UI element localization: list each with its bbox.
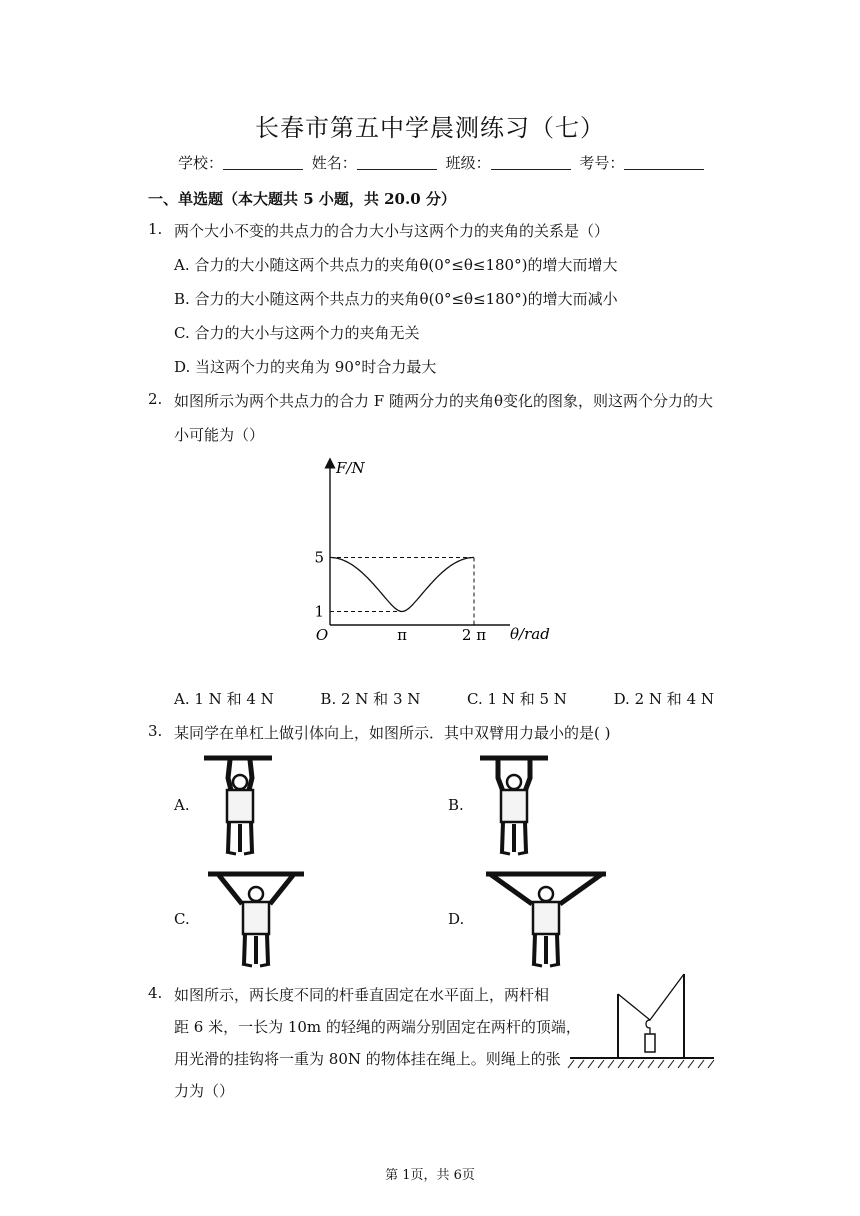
x-tick-label-pi: π — [397, 626, 407, 644]
q1-option-a: A. 合力的大小随这两个共点力的夹角θ(0°≤θ≤180°)的增大而增大 — [174, 256, 618, 274]
series-line — [330, 558, 474, 612]
x-axis-label: θ/rad — [510, 625, 550, 643]
q3-text: 某同学在单杠上做引体向上，如图所示．其中双臂用力最小的是( ) — [174, 724, 611, 742]
q3-number: 3. — [148, 722, 163, 740]
name-blank — [357, 155, 437, 170]
pullup-figure-a — [202, 752, 282, 860]
pullup-figure-b — [476, 752, 556, 860]
q4-text-line2: 距 6 米，一长为 10m 的轻绳的两端分别固定在两杆的顶端， — [174, 1018, 581, 1036]
q3-option-b-label: B. — [448, 796, 464, 814]
q1-text: 两个大小不变的共点力的合力大小与这两个力的夹角的关系是（） — [174, 222, 610, 240]
x-tick-label-2pi: 2 π — [461, 626, 487, 644]
q2-option-c: C. 1 N 和 5 N — [467, 690, 567, 708]
q1-option-d: D. 当这两个力的夹角为 90°时合力最大 — [174, 358, 437, 376]
q2-option-b: B. 2 N 和 3 N — [320, 690, 421, 708]
origin-label: O — [315, 626, 329, 644]
q4-number: 4. — [148, 984, 163, 1002]
q2-text-line2: 小可能为（） — [174, 426, 265, 444]
force-angle-chart — [300, 455, 560, 655]
q1-number: 1. — [148, 220, 163, 238]
page-footer: 第 1页，共 6页 — [385, 1168, 475, 1183]
y-tick-label-1: 1 — [314, 602, 324, 621]
school-label: 学校： — [178, 154, 224, 172]
q4-text-line3: 用光滑的挂钩将一重为 80N 的物体挂在绳上。则绳上的张 — [174, 1050, 561, 1068]
q1-option-b: B. 合力的大小随这两个共点力的夹角θ(0°≤θ≤180°)的增大而减小 — [174, 290, 618, 308]
exam-no-blank — [624, 155, 704, 170]
student-info-line — [178, 152, 708, 173]
name-label: 姓名： — [311, 154, 357, 172]
q2-number: 2. — [148, 390, 163, 408]
page-title: 长春市第五中学晨测练习（七） — [255, 114, 605, 142]
class-label: 班级： — [445, 154, 491, 172]
y-axis-label: F/N — [336, 459, 365, 477]
school-blank — [223, 155, 303, 170]
y-tick-label-5: 5 — [314, 548, 324, 567]
q1-option-c: C. 合力的大小与这两个力的夹角无关 — [174, 324, 420, 342]
section-heading: 一、单选题（本大题共 5 小题，共 20.0 分） — [148, 190, 456, 208]
q4-text-line4: 力为（） — [174, 1082, 235, 1100]
q2-options — [174, 688, 714, 709]
class-blank — [491, 155, 571, 170]
q4-text-line1: 如图所示，两长度不同的杆垂直固定在水平面上，两杆相 — [174, 986, 550, 1004]
rope-poles-figure — [566, 970, 718, 1074]
exam-no-label: 考号： — [579, 154, 625, 172]
q2-option-a: A. 1 N 和 4 N — [174, 690, 274, 708]
q3-option-d-label: D. — [448, 910, 465, 928]
pullup-figure-d — [484, 866, 608, 970]
q2-text-line1: 如图所示为两个共点力的合力 F 随两分力的夹角θ变化的图象，则这两个分力的大 — [174, 392, 713, 410]
q3-option-c-label: C. — [174, 910, 190, 928]
q3-option-a-label: A. — [174, 796, 190, 814]
pullup-figure-c — [206, 866, 306, 970]
q2-option-d: D. 2 N 和 4 N — [613, 690, 714, 708]
